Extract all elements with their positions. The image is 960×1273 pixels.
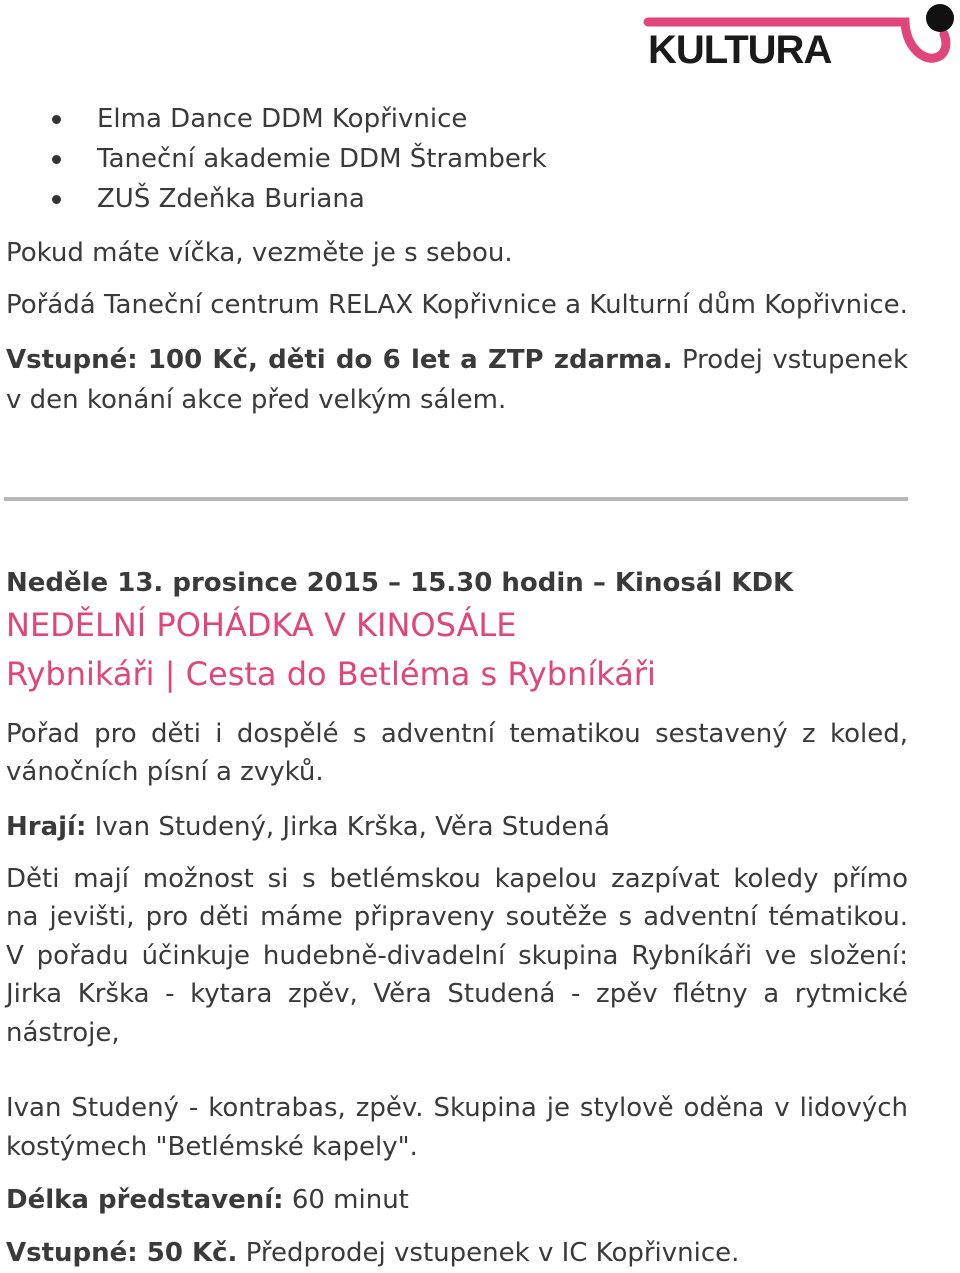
cast-label: Hrají: bbox=[6, 812, 87, 842]
logo-dot bbox=[926, 4, 954, 32]
list-item: Taneční akademie DDM Štramberk bbox=[97, 144, 547, 174]
body-line: na jevišti, pro děti máme připraveny soutěže s adventní tématikou. bbox=[6, 902, 908, 932]
body-line: Děti mají možnost si s betlémskou kapelou zazpívat koledy přímo bbox=[6, 864, 908, 894]
bullet-dot bbox=[52, 195, 61, 204]
price-label: Vstupné: 50 Kč. bbox=[6, 1238, 238, 1268]
length-line bbox=[6, 1187, 409, 1213]
body-line: Jirka Krška - kytara zpěv, Věra Studená - zpěv flétny a rytmické bbox=[6, 979, 908, 1009]
body-line: nástroje, bbox=[6, 1018, 120, 1048]
cast-names: Ivan Studený, Jirka Krška, Věra Studená bbox=[94, 812, 610, 842]
admission-line-2: v den konání akce před velkým sálem. bbox=[6, 385, 507, 415]
event-description: Pořad pro děti i dospělé s adventní tematikou sestavený z koled, bbox=[6, 719, 908, 749]
list-item: ZUŠ Zdeňka Buriana bbox=[97, 184, 365, 214]
event-title: NEDĚLNÍ POHÁDKA V KINOSÁLE bbox=[6, 606, 517, 644]
length-value: 60 minut bbox=[291, 1185, 409, 1215]
admission-bold: Vstupné: 100 Kč, děti do 6 let a ZTP zdarma. bbox=[6, 345, 673, 375]
section-divider bbox=[4, 497, 908, 501]
body2-line: Ivan Studený - kontrabas, zpěv. Skupina je stylově oděna v lidových bbox=[6, 1093, 908, 1123]
admission-rest: Prodej vstupenek bbox=[681, 345, 908, 375]
kultura-logo-text: KULTURA bbox=[648, 28, 832, 72]
event-description-2: vánočních písní a zvyků. bbox=[6, 757, 324, 787]
bullet-dot bbox=[52, 155, 61, 164]
event-subtitle: Rybnikáři | Cesta do Betléma s Rybníkáři bbox=[6, 655, 656, 693]
list-item: Elma Dance DDM Kopřivnice bbox=[97, 104, 468, 134]
length-label: Délka představení: bbox=[6, 1185, 284, 1215]
admission-line bbox=[6, 347, 908, 373]
event-datetime: Neděle 13. prosince 2015 – 15.30 hodin – Kinosál KDK bbox=[6, 568, 794, 598]
organizer-line: Pořádá Taneční centrum RELAX Kopřivnice a Kulturní dům Kopřivnice. bbox=[6, 290, 908, 320]
price-line bbox=[6, 1240, 739, 1266]
bullet-dot bbox=[52, 115, 61, 124]
body-line: V pořadu účinkuje hudebně-divadelní skupina Rybníkáři ve složení: bbox=[6, 941, 908, 971]
body2-line-2: kostýmech "Betlémské kapely". bbox=[6, 1132, 418, 1162]
presale-info: Předprodej vstupenek v IC Kopřivnice. bbox=[245, 1238, 740, 1268]
caps-note: Pokud máte víčka, vezměte je s sebou. bbox=[6, 238, 513, 268]
cast-line bbox=[6, 814, 610, 840]
